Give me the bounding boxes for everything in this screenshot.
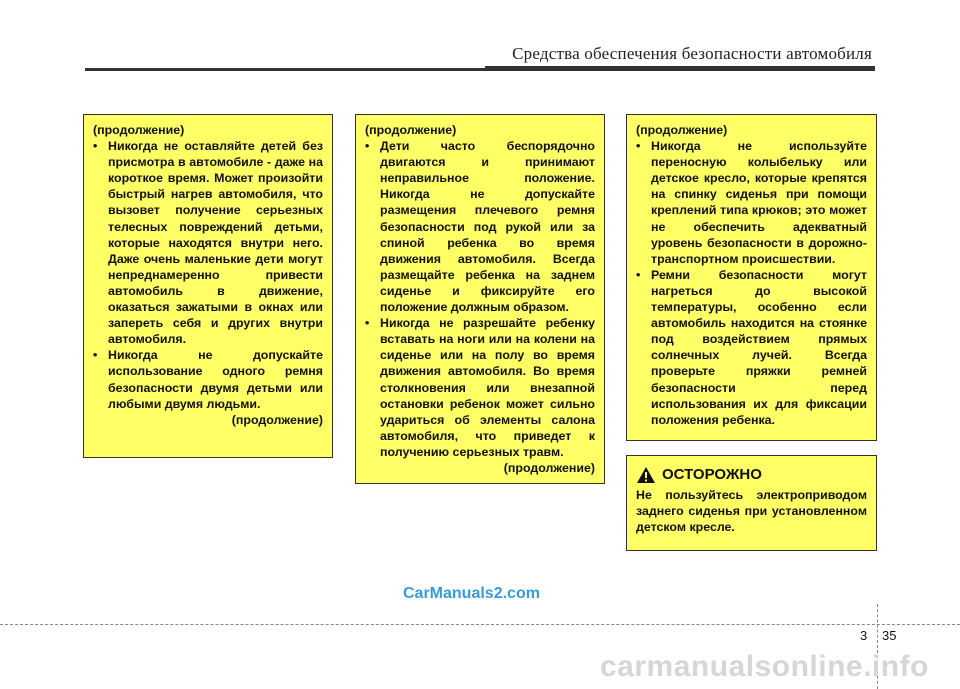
list-item-text: Никогда не оставляйте детей без присмотра в автомобиле - даже на короткое время. Может произойти быстрый нагрев автомобиля, что вызовет получение серьезных телесных повреждений детьми, которые находятся внутри него. Даже очень маленькие дети могут непреднамеренно привести автомобиль в движение, оказаться зажатыми в окнах или запереть себя и других внутри автомобиля. (108, 139, 323, 347)
list-item (636, 267, 867, 428)
page-header-title: Средства обеспечения безопасности автомобиля (512, 44, 872, 63)
header-rule-accent (485, 66, 875, 71)
list-item-text: Никогда не используйте переносную колыбельку или детское кресло, которые крепятся на спинку сиденья при помощи креплений типа крюков; это может не обеспечить адекватный уровень безопасности в дорожно-транспортном происшествии. (651, 139, 867, 266)
caution-header (636, 466, 867, 484)
bullet-glyph: • (636, 139, 641, 154)
caution-box (626, 455, 877, 551)
site-watermark: carmanualsonline.info (600, 650, 929, 683)
continued-label-top: (продолжение) (93, 123, 185, 137)
bullet-glyph: • (93, 139, 98, 154)
continued-label-top: (продолжение) (365, 123, 457, 137)
list-item (365, 315, 595, 460)
caution-title: ОСТОРОЖНО (662, 465, 762, 483)
section-number: 3 (860, 628, 868, 643)
footer-divider (0, 624, 960, 625)
list-item-text: Дети часто беспорядочно двигаются и принимают неправильное положение. Никогда не допускайте размещения плечевого ремня безопасности под рукой или за спиной ребенка во время движения автомобиля. Всегда размещайте ребенка на заднем сиденье и фиксируйте его положение должным образом. (380, 139, 595, 315)
bullet-glyph: • (93, 348, 98, 363)
bullet-glyph: • (636, 267, 641, 282)
list-item-text: Ремни безопасности могут нагреться до высокой температуры, особенно если автомобиль находится на стоянке под воздействием прямых солнечных лучей. Всегда проверьте пряжки ремней безопасности перед использования их для фиксации положения ребенка. (651, 267, 867, 427)
warning-box-column-2 (355, 114, 605, 484)
continued-label-bottom: (продолжение) (231, 412, 323, 427)
list-item (93, 347, 323, 411)
list-item-text: Никогда не допускайте использование одного ремня безопасности двумя детьми или любыми двумя людьми. (108, 348, 323, 411)
continued-label-top: (продолжение) (636, 123, 728, 137)
list-item-text: Никогда не разрешайте ребенку вставать на ноги или на колени на сиденье или на полу во время движения автомобиля. Во время столкновения или внезапной остановки ребенок может сильно удариться об элементы салона автомобиля, что приведет к получению серьезных травм. (380, 316, 595, 459)
watermark-link[interactable]: CarManuals2.com (403, 585, 540, 602)
list-item (365, 138, 595, 315)
page-number: 35 (882, 628, 897, 643)
bullet-glyph: • (365, 316, 370, 331)
list-item (93, 138, 323, 347)
bullet-glyph: • (365, 139, 370, 154)
continued-label-bottom: (продолжение) (503, 460, 595, 475)
list-item (636, 138, 867, 267)
caution-text: Не пользуйтесь электроприводом заднего сиденья при установленном детском кресле. (636, 488, 867, 535)
warning-box-column-3 (626, 114, 877, 441)
warning-triangle-icon (636, 466, 656, 484)
warning-box-column-1 (83, 114, 333, 458)
